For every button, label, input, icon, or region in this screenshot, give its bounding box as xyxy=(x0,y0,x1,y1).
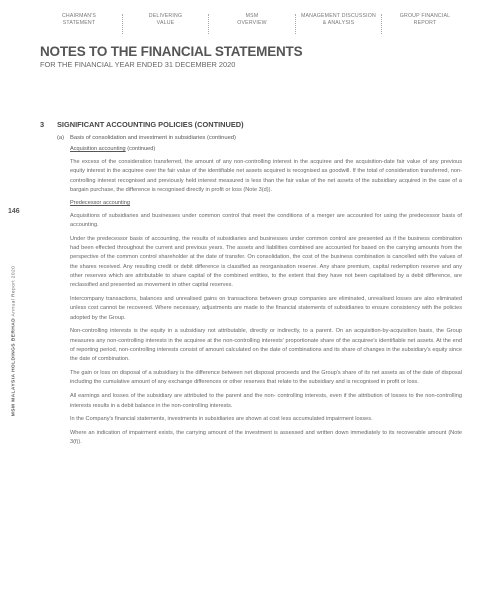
acquisition-paragraph: The excess of the consideration transferred, the amount of any non-controlling interest in the acquiree and the acquisition-date fair value of any previous equity interest in the acquiree over the fair value of the identifiable net assets acquired is recognised as goodwill. If the total of consideration transferred, non-controlling interest recognised and previously held interest measured is less than the fair value of the net assets of the subsidiary acquired in the case of a bargain purchase, the difference is recognised directly in profit or loss (Note 3(d)). xyxy=(70,159,462,193)
nav-management-discussion[interactable] xyxy=(300,13,378,37)
acquisition-heading xyxy=(70,146,462,153)
top-navigation xyxy=(40,13,464,37)
notes-body xyxy=(70,146,462,452)
side-report-year: Annual Report 2020 xyxy=(11,265,17,317)
section-heading xyxy=(40,120,244,129)
paragraph: Non-controlling interests is the equity in a subsidiary not attributable, directly or indirectly, to a parent. On an acquisition-by-acquisition basis, the Group measures any non-controlling interests in the acquiree at the non-controlling interests' proportionate share of the acquiree's identifiable net assets. At the end of reporting period, non-controlling interests consist of amount calculated on the date of combinations and its share of changes in the subsidiary's equity since the date of combination. xyxy=(70,328,462,363)
page-subtitle: FOR THE FINANCIAL YEAR ENDED 31 DECEMBER 2020 xyxy=(40,60,236,69)
paragraph: All earnings and losses of the subsidiary are attributed to the parent and the non- controlling interests, even if the attribution of losses to the non-controlling interests results in a debit balance in the non-controlling interests. xyxy=(70,393,462,409)
nav-chairmans-statement[interactable] xyxy=(40,13,118,37)
paragraph: The gain or loss on disposal of a subsidiary is the difference between net disposal proceeds and the Group's share of its net assets as of the date of disposal including the cumulative amount of any exchange differences or other reserves that relate to the subsidiary and is recognised in profit or loss. xyxy=(70,370,462,386)
nav-divider xyxy=(381,14,382,34)
side-company-name: MSM MALAYSIA HOLDINGS BERHAD xyxy=(11,317,17,417)
nav-msm-overview[interactable] xyxy=(213,13,291,37)
paragraph: Acquisitions of subsidiaries and businesses under common control that meet the conditions of a merger are accounted for using the predecessor basis of accounting. xyxy=(70,212,462,228)
nav-label-line1: CHAIRMAN'S xyxy=(61,13,97,19)
nav-divider xyxy=(208,14,209,34)
paragraph: Intercompany transactions, balances and unrealised gains on transactions between group companies are eliminated, unrealised losses are also eliminated unless cost cannot be recovered. Where necessary, adjustments are made to the financial statements of subsidiaries to ensure consistency with the policies adopted by the Group. xyxy=(70,296,462,321)
section-number: 3 xyxy=(40,120,45,129)
nav-group-financial-report[interactable] xyxy=(386,13,464,37)
side-report-label xyxy=(12,266,17,417)
nav-label-line1: GROUP FINANCIAL xyxy=(399,13,451,19)
subsection-title: Basis of consolidation and investment in subsidiaries (continued) xyxy=(70,135,236,141)
acquisition-heading-suffix: (continued) xyxy=(125,146,156,152)
nav-label-line2: & ANALYSIS xyxy=(322,20,355,26)
predecessor-heading: Predecessor accounting xyxy=(70,199,131,206)
nav-delivering-value[interactable] xyxy=(127,13,205,37)
nav-label-line1: MANAGEMENT DISCUSSION xyxy=(300,13,376,19)
nav-divider xyxy=(122,14,123,34)
acquisition-heading-text: Acquisition accounting xyxy=(70,146,126,152)
nav-divider xyxy=(295,14,296,34)
nav-label-line1: MSM xyxy=(245,13,259,19)
nav-label-line2: VALUE xyxy=(156,20,175,26)
nav-label-line2: REPORT xyxy=(413,20,437,26)
nav-label-line1: DELIVERING xyxy=(148,13,183,19)
subsection-label: (a) xyxy=(57,135,65,141)
section-title: SIGNIFICANT ACCOUNTING POLICIES (CONTINUED) xyxy=(57,120,244,129)
paragraph: Where an indication of impairment exists, the carrying amount of the investment is assessed and written down immediately to its recoverable amount (Note 3(f)). xyxy=(70,430,462,446)
nav-label-line2: STATEMENT xyxy=(62,20,96,26)
paragraph: Under the predecessor basis of accounting, the results of subsidiaries and businesses under common control are presented as if the business combination had been effected throughout the current and previous years. The assets and liabilities combined are accounted for based on the carrying amounts from the perspective of the common control shareholder at the date of transfer. On consolidation, the cost of the business combination is cancelled with the values of the shares received. Any resulting credit or debit difference is classified as reorganisation reserve. Any share premium, capital redemption reserve and any other reserves which are attributable to share capital of the combined entities, to the extent that they have not been capitalised by a debit difference, are reclassified and presented as movement in other capital reserves. xyxy=(70,235,462,289)
nav-label-line2: OVERVIEW xyxy=(237,20,267,26)
page-title: NOTES TO THE FINANCIAL STATEMENTS xyxy=(40,44,303,59)
subsection-heading xyxy=(57,135,236,141)
page-number: 146 xyxy=(8,208,20,215)
paragraph: In the Company's financial statements, investments in subsidiaries are shown at cost less accumulated impairment losses. xyxy=(70,416,373,423)
